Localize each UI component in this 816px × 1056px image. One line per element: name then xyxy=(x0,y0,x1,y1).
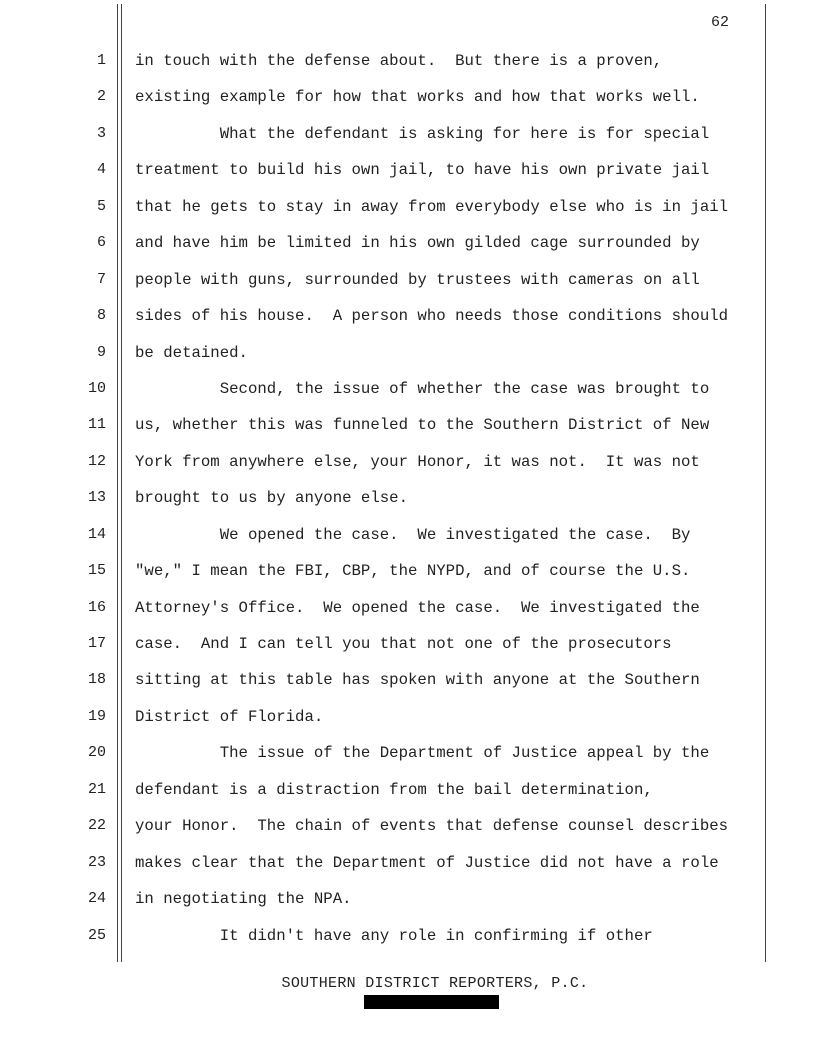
transcript-line xyxy=(0,662,816,698)
line-text: York from anywhere else, your Honor, it was not. It was not xyxy=(135,452,700,471)
line-number: 20 xyxy=(87,744,106,762)
transcript-line xyxy=(0,626,816,662)
transcript-line xyxy=(0,918,816,954)
transcript-line xyxy=(0,517,816,553)
line-number: 21 xyxy=(87,780,106,798)
transcript-line xyxy=(0,590,816,626)
line-text: sides of his house. A person who needs those conditions should xyxy=(135,307,729,326)
transcript-line xyxy=(0,116,816,152)
line-number: 2 xyxy=(96,88,106,106)
transcript-line xyxy=(0,371,816,407)
line-number: 13 xyxy=(87,489,106,507)
line-text: Attorney's Office. We opened the case. We investigated the xyxy=(135,598,700,617)
redaction-bar xyxy=(364,995,499,1009)
transcript-line xyxy=(0,335,816,371)
line-number: 8 xyxy=(96,307,106,325)
transcript-line xyxy=(0,444,816,480)
transcript-line xyxy=(0,480,816,516)
line-text: It didn't have any role in confirming if other xyxy=(135,926,653,945)
line-text: treatment to build his own jail, to have his own private jail xyxy=(135,161,710,180)
line-text: District of Florida. xyxy=(135,707,324,726)
transcript-line xyxy=(0,152,816,188)
line-text: "we," I mean the FBI, CBP, the NYPD, and of course the U.S. xyxy=(135,562,691,581)
transcript-line xyxy=(0,407,816,443)
line-number: 23 xyxy=(87,853,106,871)
line-text: us, whether this was funneled to the Southern District of New xyxy=(135,416,710,435)
transcript-line xyxy=(0,553,816,589)
line-text: We opened the case. We investigated the case. By xyxy=(135,525,691,544)
line-text: brought to us by anyone else. xyxy=(135,489,409,508)
transcript-line xyxy=(0,43,816,79)
page-number: 62 xyxy=(711,14,730,31)
transcript-line xyxy=(0,79,816,115)
line-number: 17 xyxy=(87,635,106,652)
line-text: in touch with the defense about. But there is a proven, xyxy=(135,52,663,70)
line-number: 18 xyxy=(87,671,106,689)
line-number: 14 xyxy=(87,525,106,543)
transcript-line xyxy=(0,699,816,735)
line-number: 11 xyxy=(87,416,106,434)
line-number: 5 xyxy=(96,197,106,215)
line-number: 7 xyxy=(96,270,106,288)
transcript-line xyxy=(0,735,816,771)
transcript-line xyxy=(0,262,816,298)
transcript-lines xyxy=(0,43,816,954)
line-text: people with guns, surrounded by trustees with cameras on all xyxy=(135,270,700,289)
line-number: 12 xyxy=(87,452,106,470)
transcript-line xyxy=(0,189,816,225)
line-number: 6 xyxy=(96,234,106,252)
line-number: 25 xyxy=(87,926,106,944)
line-number: 16 xyxy=(87,598,106,616)
line-number: 4 xyxy=(96,161,106,179)
line-text: your Honor. The chain of events that defense counsel describes xyxy=(135,817,729,836)
line-text: case. And I can tell you that not one of the prosecutors xyxy=(135,635,672,653)
line-number: 3 xyxy=(96,124,106,142)
line-text: defendant is a distraction from the bail determination, xyxy=(135,780,653,799)
line-number: 24 xyxy=(87,890,106,908)
line-text: in negotiating the NPA. xyxy=(135,890,352,909)
line-number: 19 xyxy=(87,707,106,725)
line-number: 1 xyxy=(96,52,106,69)
line-text: The issue of the Department of Justice appeal by the xyxy=(135,744,710,763)
line-number: 22 xyxy=(87,817,106,835)
line-number: 10 xyxy=(87,379,106,397)
line-text: existing example for how that works and how that works well. xyxy=(135,88,700,107)
transcript-line xyxy=(0,881,816,917)
transcript-line xyxy=(0,225,816,261)
line-number: 9 xyxy=(96,343,106,361)
transcript-line xyxy=(0,298,816,334)
line-text: be detained. xyxy=(135,343,248,362)
transcript-line xyxy=(0,808,816,844)
transcript-line xyxy=(0,845,816,881)
line-text: What the defendant is asking for here is for special xyxy=(135,124,710,143)
line-text: that he gets to stay in away from everybody else who is in jail xyxy=(135,197,729,216)
line-text: Second, the issue of whether the case was brought to xyxy=(135,379,710,398)
line-text: and have him be limited in his own gilded cage surrounded by xyxy=(135,234,700,253)
line-text: makes clear that the Department of Justice did not have a role xyxy=(135,853,719,872)
line-number: 15 xyxy=(87,562,106,580)
transcript-line xyxy=(0,772,816,808)
line-text: sitting at this table has spoken with anyone at the Southern xyxy=(135,671,700,690)
reporter-footer: SOUTHERN DISTRICT REPORTERS, P.C. xyxy=(281,975,589,992)
